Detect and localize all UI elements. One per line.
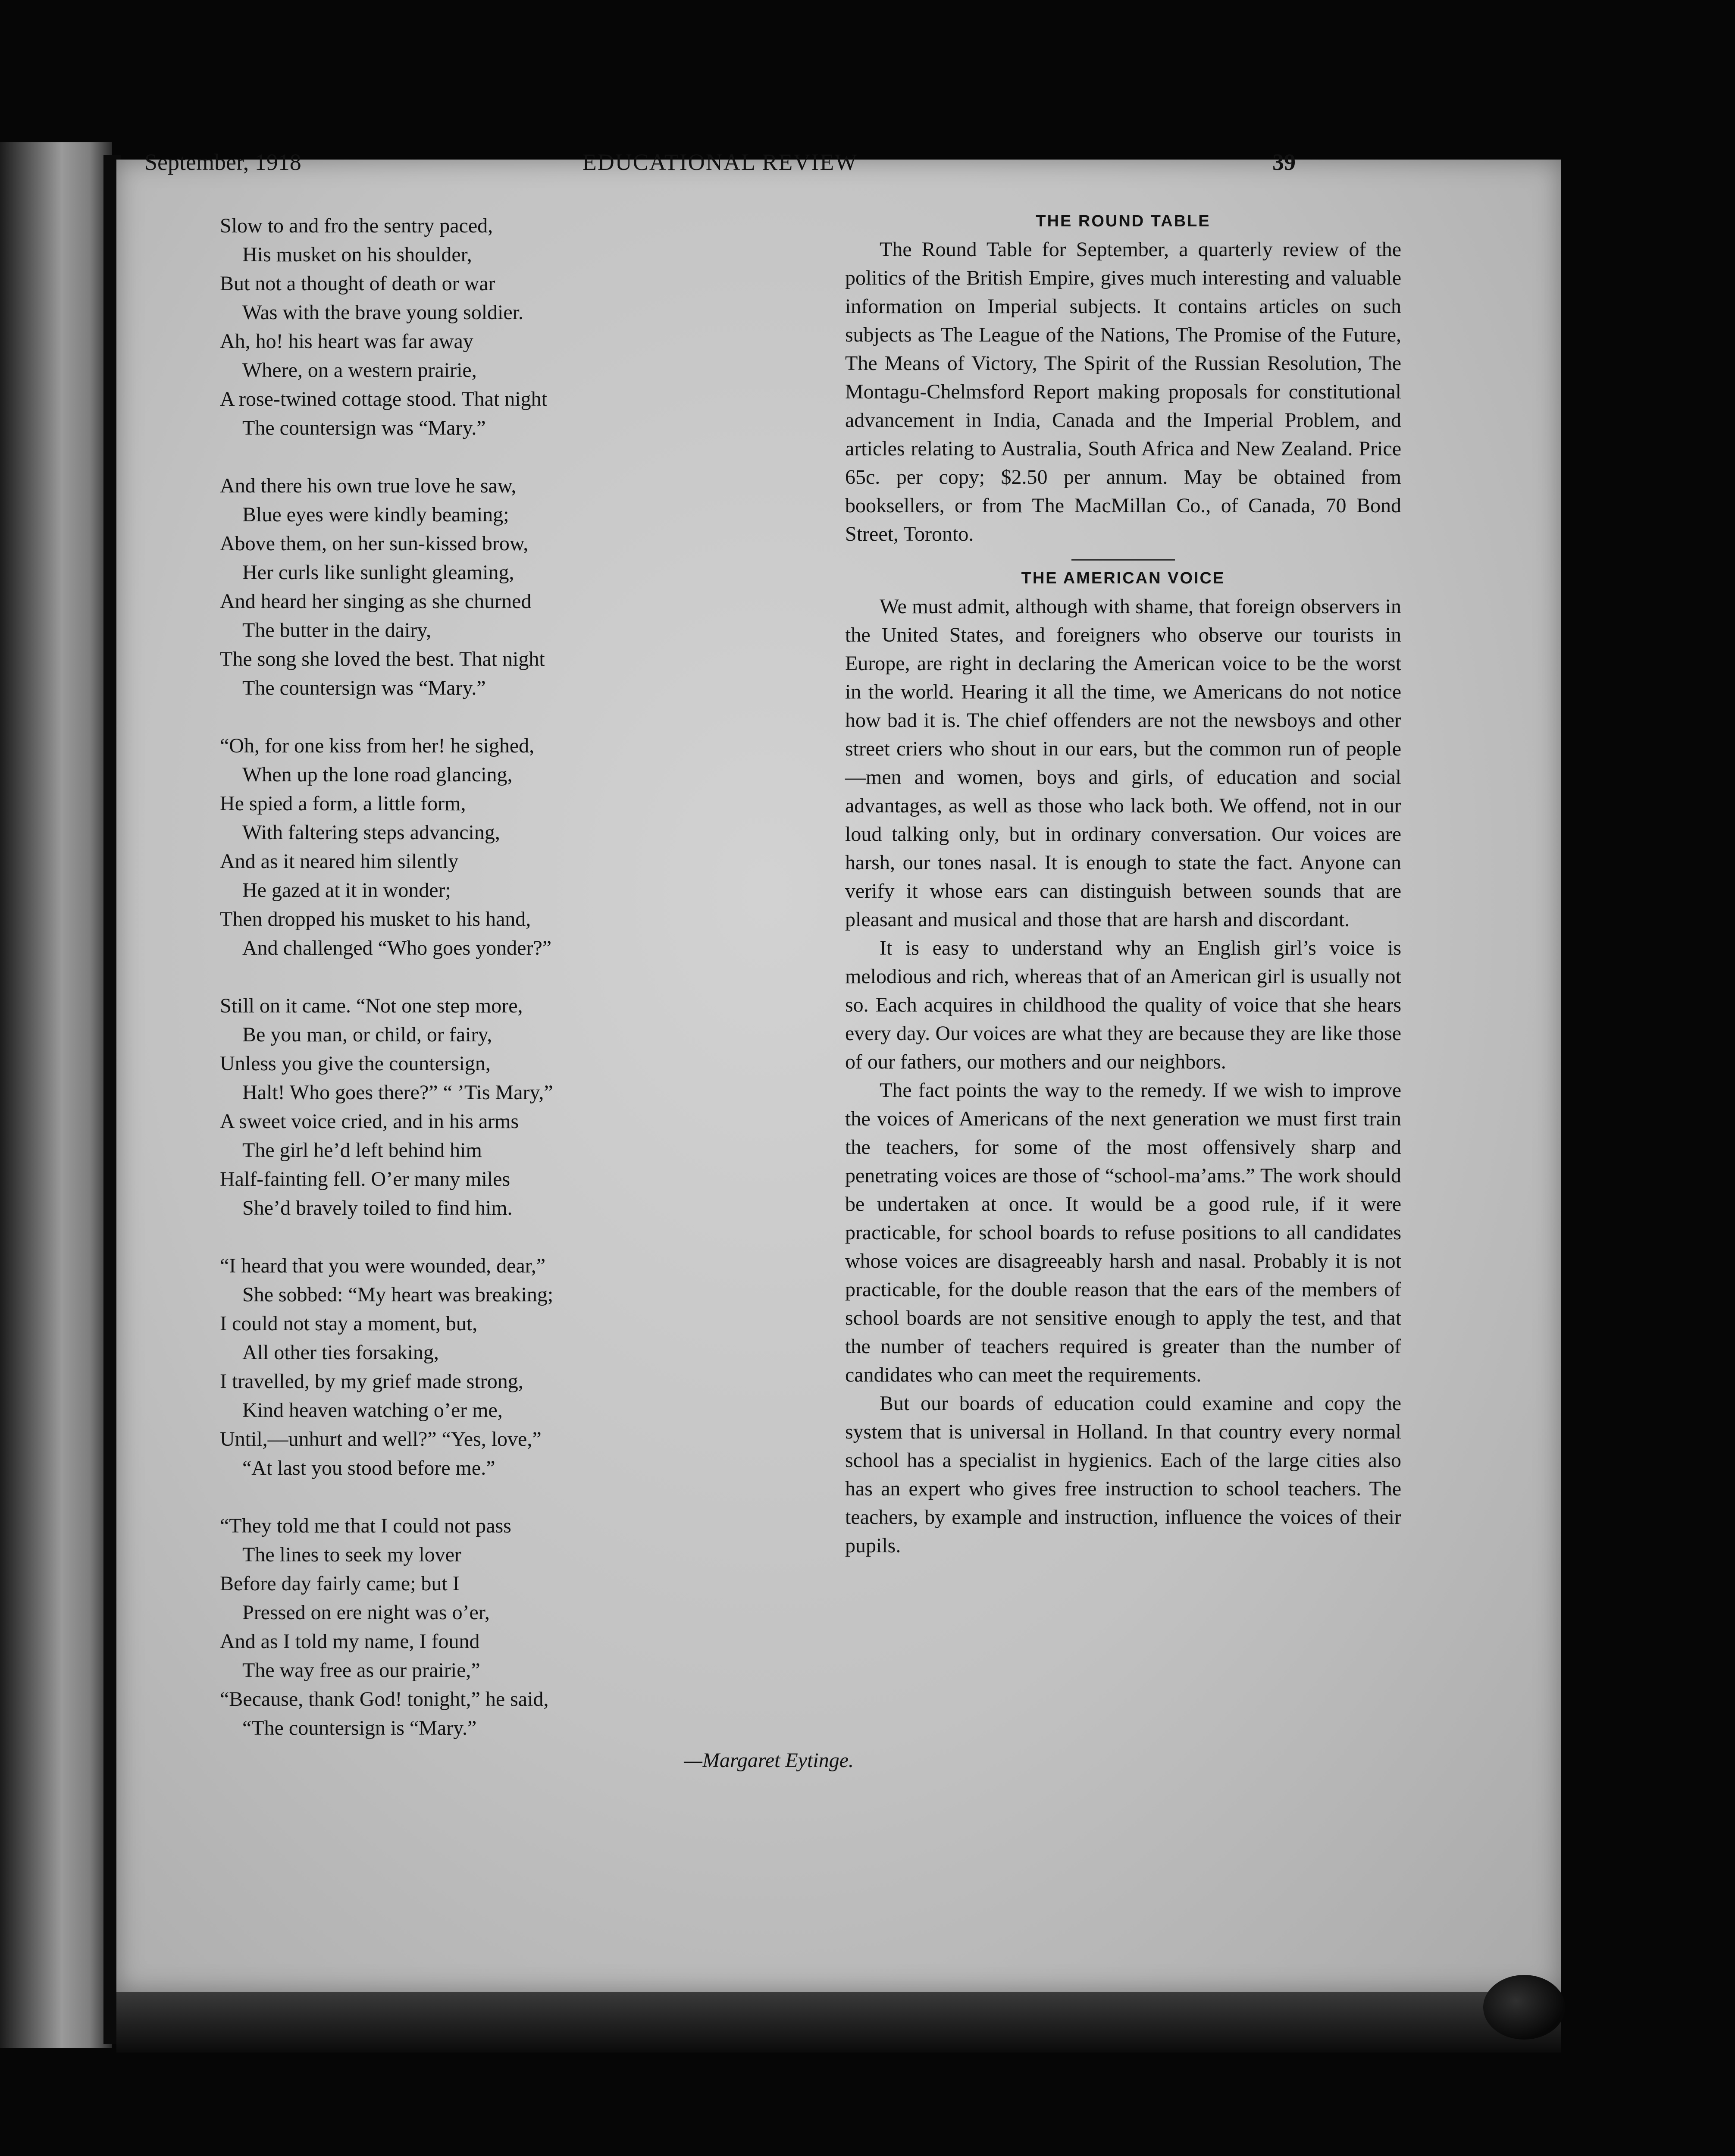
poem-line: Unless you give the countersign, xyxy=(220,1052,491,1075)
american-voice-paragraph: We must admit, although with shame, that foreign observers in the United States, and foreigners who observe our tourists in Europe, are right in declaring the American voice to be the worst in the world. Hearing it all the time, we Americans do not notice how bad it is. The chief offenders are not the newsboys and other street criers who shout in our ears, but the common run of people—men and women, boys and girls, of education and social advantages, as well as those who lack both. We offend, not in our loud talking only, but in ordinary conversation. Our voices are harsh, our tones nasal. It is enough to state the fact. Anyone can verify it whose ears can distinguish between sounds that are pleasant and musical and those that are harsh and discordant. xyxy=(845,595,1401,931)
american-voice-paragraph: But our boards of education could examine and copy the system that is universal in Holland. In that country every normal school has a specialist in hygienics. Each of the large cities also has an expert who gives free instruction to school teachers. The teachers, by example and instruction, influence the voices of their pupils. xyxy=(845,1392,1401,1557)
poem-line: Before day fairly came; but I xyxy=(220,1572,460,1595)
poem-line: Pressed on ere night was o’er, xyxy=(242,1601,490,1624)
page-bottom-shadow xyxy=(116,1992,1561,2053)
poem-line: The countersign was “Mary.” xyxy=(242,417,486,439)
poem-stanza xyxy=(220,471,854,702)
poem-stanza xyxy=(220,1511,854,1742)
article-column xyxy=(845,207,1401,1560)
poem-line: I travelled, by my grief made strong, xyxy=(220,1370,523,1393)
poem-line: Her curls like sunlight gleaming, xyxy=(242,561,514,584)
page-number: 39 xyxy=(1272,149,1296,175)
poem-line: The countersign was “Mary.” xyxy=(242,677,486,699)
previous-page-edge xyxy=(0,142,112,2048)
poem-line: Until,—unhurt and well?” “Yes, love,” xyxy=(220,1428,542,1451)
poem-line: Blue eyes were kindly beaming; xyxy=(242,503,509,526)
poem-line: “At last you stood before me.” xyxy=(242,1457,495,1479)
poem-line: Kind heaven watching o’er me, xyxy=(242,1399,503,1422)
poem-line: Was with the brave young soldier. xyxy=(242,301,524,324)
poem-line: Still on it came. “Not one step more, xyxy=(220,994,523,1017)
poem-line: He spied a form, a little form, xyxy=(220,792,466,815)
poem-line: And heard her singing as she churned xyxy=(220,590,532,613)
running-header xyxy=(144,149,1296,183)
poem-line: Where, on a western prairie, xyxy=(242,359,477,382)
poem-line: She sobbed: “My heart was breaking; xyxy=(242,1283,554,1306)
poem-line: Above them, on her sun-kissed brow, xyxy=(220,532,529,555)
section-divider xyxy=(1071,559,1175,561)
poem-line: And challenged “Who goes yonder?” xyxy=(242,937,552,959)
poem-line: Slow to and fro the sentry paced, xyxy=(220,214,493,237)
round-table-heading: THE ROUND TABLE xyxy=(1036,212,1211,230)
poem-line: Then dropped his musket to his hand, xyxy=(220,908,531,931)
american-voice-paragraph: The fact points the way to the remedy. If we wish to improve the voices of Americans of the next generation we must first train the teachers, for some of the most offensively sharp and penetrating voices are those of “school-ma’ams.” The work should be undertaken at once. It would be a good rule, if it were practicable, for school boards to refuse positions to all candidates whose voices are disagreeably harsh and nasal. Probably it is not practicable, for the double reason that the ears of the members of school boards are not sensitive enough to apply the test, and that the number of teachers required is greater than the number of candidates who can meet the requirements. xyxy=(845,1079,1401,1386)
poem-line: A rose-twined cottage stood. That night xyxy=(220,388,547,411)
poem-line: “The countersign is “Mary.” xyxy=(242,1717,477,1739)
poem-line: Ah, ho! his heart was far away xyxy=(220,330,473,353)
poem-line: The girl he’d left behind him xyxy=(242,1139,482,1162)
journal-title: EDUCATIONAL REVIEW xyxy=(582,149,858,175)
poem-line: Be you man, or child, or fairy, xyxy=(242,1023,492,1046)
poem-line: And as it neared him silently xyxy=(220,850,459,873)
poem-line: Halt! Who goes there?” “ ’Tis Mary,” xyxy=(242,1081,553,1104)
poem-author: —Margaret Eytinge. xyxy=(684,1749,854,1772)
poem-line: Half-fainting fell. O’er many miles xyxy=(220,1168,510,1191)
poem-line: The song she loved the best. That night xyxy=(220,648,545,671)
poem-line: The butter in the dairy, xyxy=(242,619,432,642)
poem-line: All other ties forsaking, xyxy=(242,1341,439,1364)
poem-line: “Oh, for one kiss from her! he sighed, xyxy=(220,734,535,757)
thumb-shadow xyxy=(1483,1975,1565,2040)
header-date: September, 1918 xyxy=(144,149,301,175)
poem-line: A sweet voice cried, and in his arms xyxy=(220,1110,519,1133)
poem-line: I could not stay a moment, but, xyxy=(220,1312,478,1335)
american-voice-heading: THE AMERICAN VOICE xyxy=(1021,569,1225,587)
poem-line: When up the lone road glancing, xyxy=(242,763,513,786)
american-voice-paragraph: It is easy to understand why an English girl’s voice is melodious and rich, whereas that of an American girl is usually not so. Each acquires in childhood the quality of voice that she hears every day. Our voices are what they are because they are like those of our fathers, our mothers and our neighbors. xyxy=(845,937,1401,1073)
poem-line: His musket on his shoulder, xyxy=(242,243,472,266)
poem-line: The way free as our prairie,” xyxy=(242,1659,480,1682)
poem-line: And there his own true love he saw, xyxy=(220,474,517,497)
poem-line: With faltering steps advancing, xyxy=(242,821,500,844)
poem-line: She’d bravely toiled to find him. xyxy=(242,1197,513,1219)
poem-stanza xyxy=(220,211,854,442)
poem-line: He gazed at it in wonder; xyxy=(242,879,451,902)
round-table-body: The Round Table for September, a quarterly review of the politics of the British Empire, gives much interesting and valuable information on Imperial subjects. It contains articles on such subjects as The League of the Nations, The Promise of the Future, The Means of Victory, The Spirit of the Russian Resolution, The Montagu-Chelmsford Report making proposals for constitutional advancement in India, Canada and the Imperial Problem, and articles relating to Australia, South Africa and New Zealand. Price 65c. per copy; $2.50 per annum. May be obtained from booksellers, or from The MacMillan Co., of Canada, 70 Bond Street, Toronto. xyxy=(845,238,1401,545)
poem-line: “I heard that you were wounded, dear,” xyxy=(220,1254,546,1277)
poem-stanza xyxy=(220,1251,854,1482)
poem-line: But not a thought of death or war xyxy=(220,272,495,295)
poem-line: “They told me that I could not pass xyxy=(220,1514,511,1537)
poem-line: The lines to seek my lover xyxy=(242,1543,461,1566)
poem-stanza xyxy=(220,991,854,1222)
poem-column xyxy=(220,211,854,1775)
poem-stanza xyxy=(220,731,854,962)
poem-line: And as I told my name, I found xyxy=(220,1630,480,1653)
poem-line: “Because, thank God! tonight,” he said, xyxy=(220,1688,549,1711)
